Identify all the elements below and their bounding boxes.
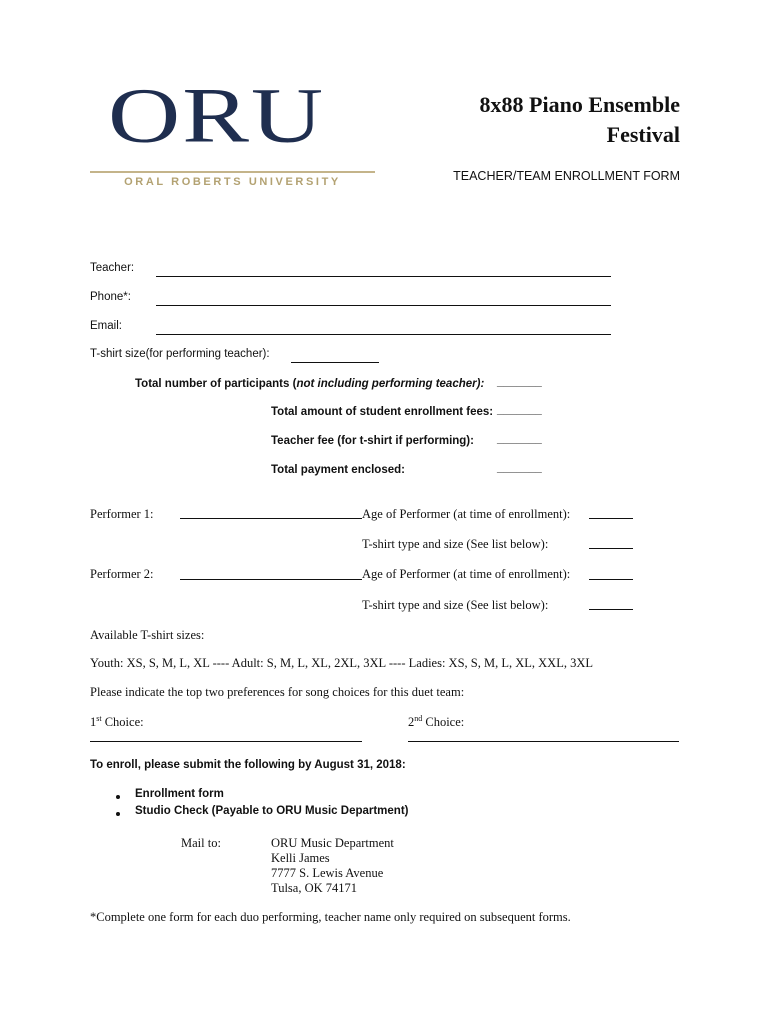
enroll-item-form: Enrollment form bbox=[135, 788, 224, 800]
performer2-tshirt-field[interactable] bbox=[589, 609, 633, 610]
tshirt-sizes-heading: Available T-shirt sizes: bbox=[90, 628, 205, 642]
logo-divider bbox=[90, 171, 375, 173]
payment-blank[interactable]: _______ bbox=[497, 462, 542, 474]
tshirt-sizes-list: Youth: XS, S, M, L, XL ---- Adult: S, M, L, XL, 2XL, 3XL ---- Ladies: XS, S, M, L, XL, XXL, 3XL bbox=[90, 656, 593, 670]
choice1-label: 1st Choice: bbox=[90, 714, 144, 730]
student-fees-blank[interactable]: _______ bbox=[497, 404, 542, 416]
choice2-label: 2nd Choice: bbox=[408, 714, 465, 730]
performer1-tshirt-field[interactable] bbox=[589, 548, 633, 549]
oru-logo-wordmark: ORU bbox=[108, 71, 326, 159]
teacher-label: Teacher: bbox=[90, 262, 135, 274]
enroll-heading: To enroll, please submit the following by August 31, 2018: bbox=[90, 759, 406, 771]
participants-blank[interactable]: _______ bbox=[497, 376, 542, 388]
form-name: TEACHER/TEAM ENROLLMENT FORM bbox=[453, 169, 680, 183]
performer1-label: Performer 1: bbox=[90, 507, 154, 521]
teacher-tshirt-field[interactable] bbox=[291, 362, 379, 363]
performer2-age-label: Age of Performer (at time of enrollment): bbox=[362, 567, 571, 581]
footnote: *Complete one form for each duo performing, teacher name only required on subsequent forms. bbox=[90, 910, 571, 924]
song-instruction: Please indicate the top two preferences for song choices for this duet team: bbox=[90, 685, 465, 699]
phone-label: Phone*: bbox=[90, 291, 131, 303]
teacher-tshirt-label: T-shirt size(for performing teacher): bbox=[90, 348, 270, 360]
teacher-fee-label: Teacher fee (for t-shirt if performing): bbox=[271, 435, 474, 447]
phone-field[interactable] bbox=[156, 305, 611, 306]
performer2-tshirt-label: T-shirt type and size (See list below): bbox=[362, 598, 549, 612]
performer1-age-label: Age of Performer (at time of enrollment): bbox=[362, 507, 571, 521]
email-label: Email: bbox=[90, 320, 122, 332]
address-line: Tulsa, OK 74171 bbox=[271, 881, 358, 895]
bullet-icon bbox=[116, 812, 120, 816]
mail-to-label: Mail to: bbox=[181, 836, 221, 850]
festival-title-line2: Festival bbox=[606, 122, 680, 147]
participants-label: Total number of participants (not including performing teacher): bbox=[135, 378, 485, 390]
bullet-icon bbox=[116, 795, 120, 799]
address-line: Kelli James bbox=[271, 851, 330, 865]
teacher-field[interactable] bbox=[156, 276, 611, 277]
address-line: 7777 S. Lewis Avenue bbox=[271, 866, 384, 880]
festival-title-line1: 8x88 Piano Ensemble bbox=[479, 92, 680, 117]
address-line: ORU Music Department bbox=[271, 836, 394, 850]
performer2-name-field[interactable] bbox=[180, 579, 362, 580]
performer1-age-field[interactable] bbox=[589, 518, 633, 519]
choice1-field[interactable] bbox=[90, 741, 362, 742]
payment-label: Total payment enclosed: bbox=[271, 464, 405, 476]
student-fees-label: Total amount of student enrollment fees: bbox=[271, 406, 494, 418]
performer2-label: Performer 2: bbox=[90, 567, 154, 581]
email-field[interactable] bbox=[156, 334, 611, 335]
choice2-field[interactable] bbox=[408, 741, 679, 742]
logo-subtitle: ORAL ROBERTS UNIVERSITY bbox=[124, 176, 341, 188]
teacher-fee-blank[interactable]: _______ bbox=[497, 433, 542, 445]
performer2-age-field[interactable] bbox=[589, 579, 633, 580]
enroll-item-check: Studio Check (Payable to ORU Music Department) bbox=[135, 805, 409, 817]
performer1-tshirt-label: T-shirt type and size (See list below): bbox=[362, 537, 549, 551]
performer1-name-field[interactable] bbox=[180, 518, 362, 519]
